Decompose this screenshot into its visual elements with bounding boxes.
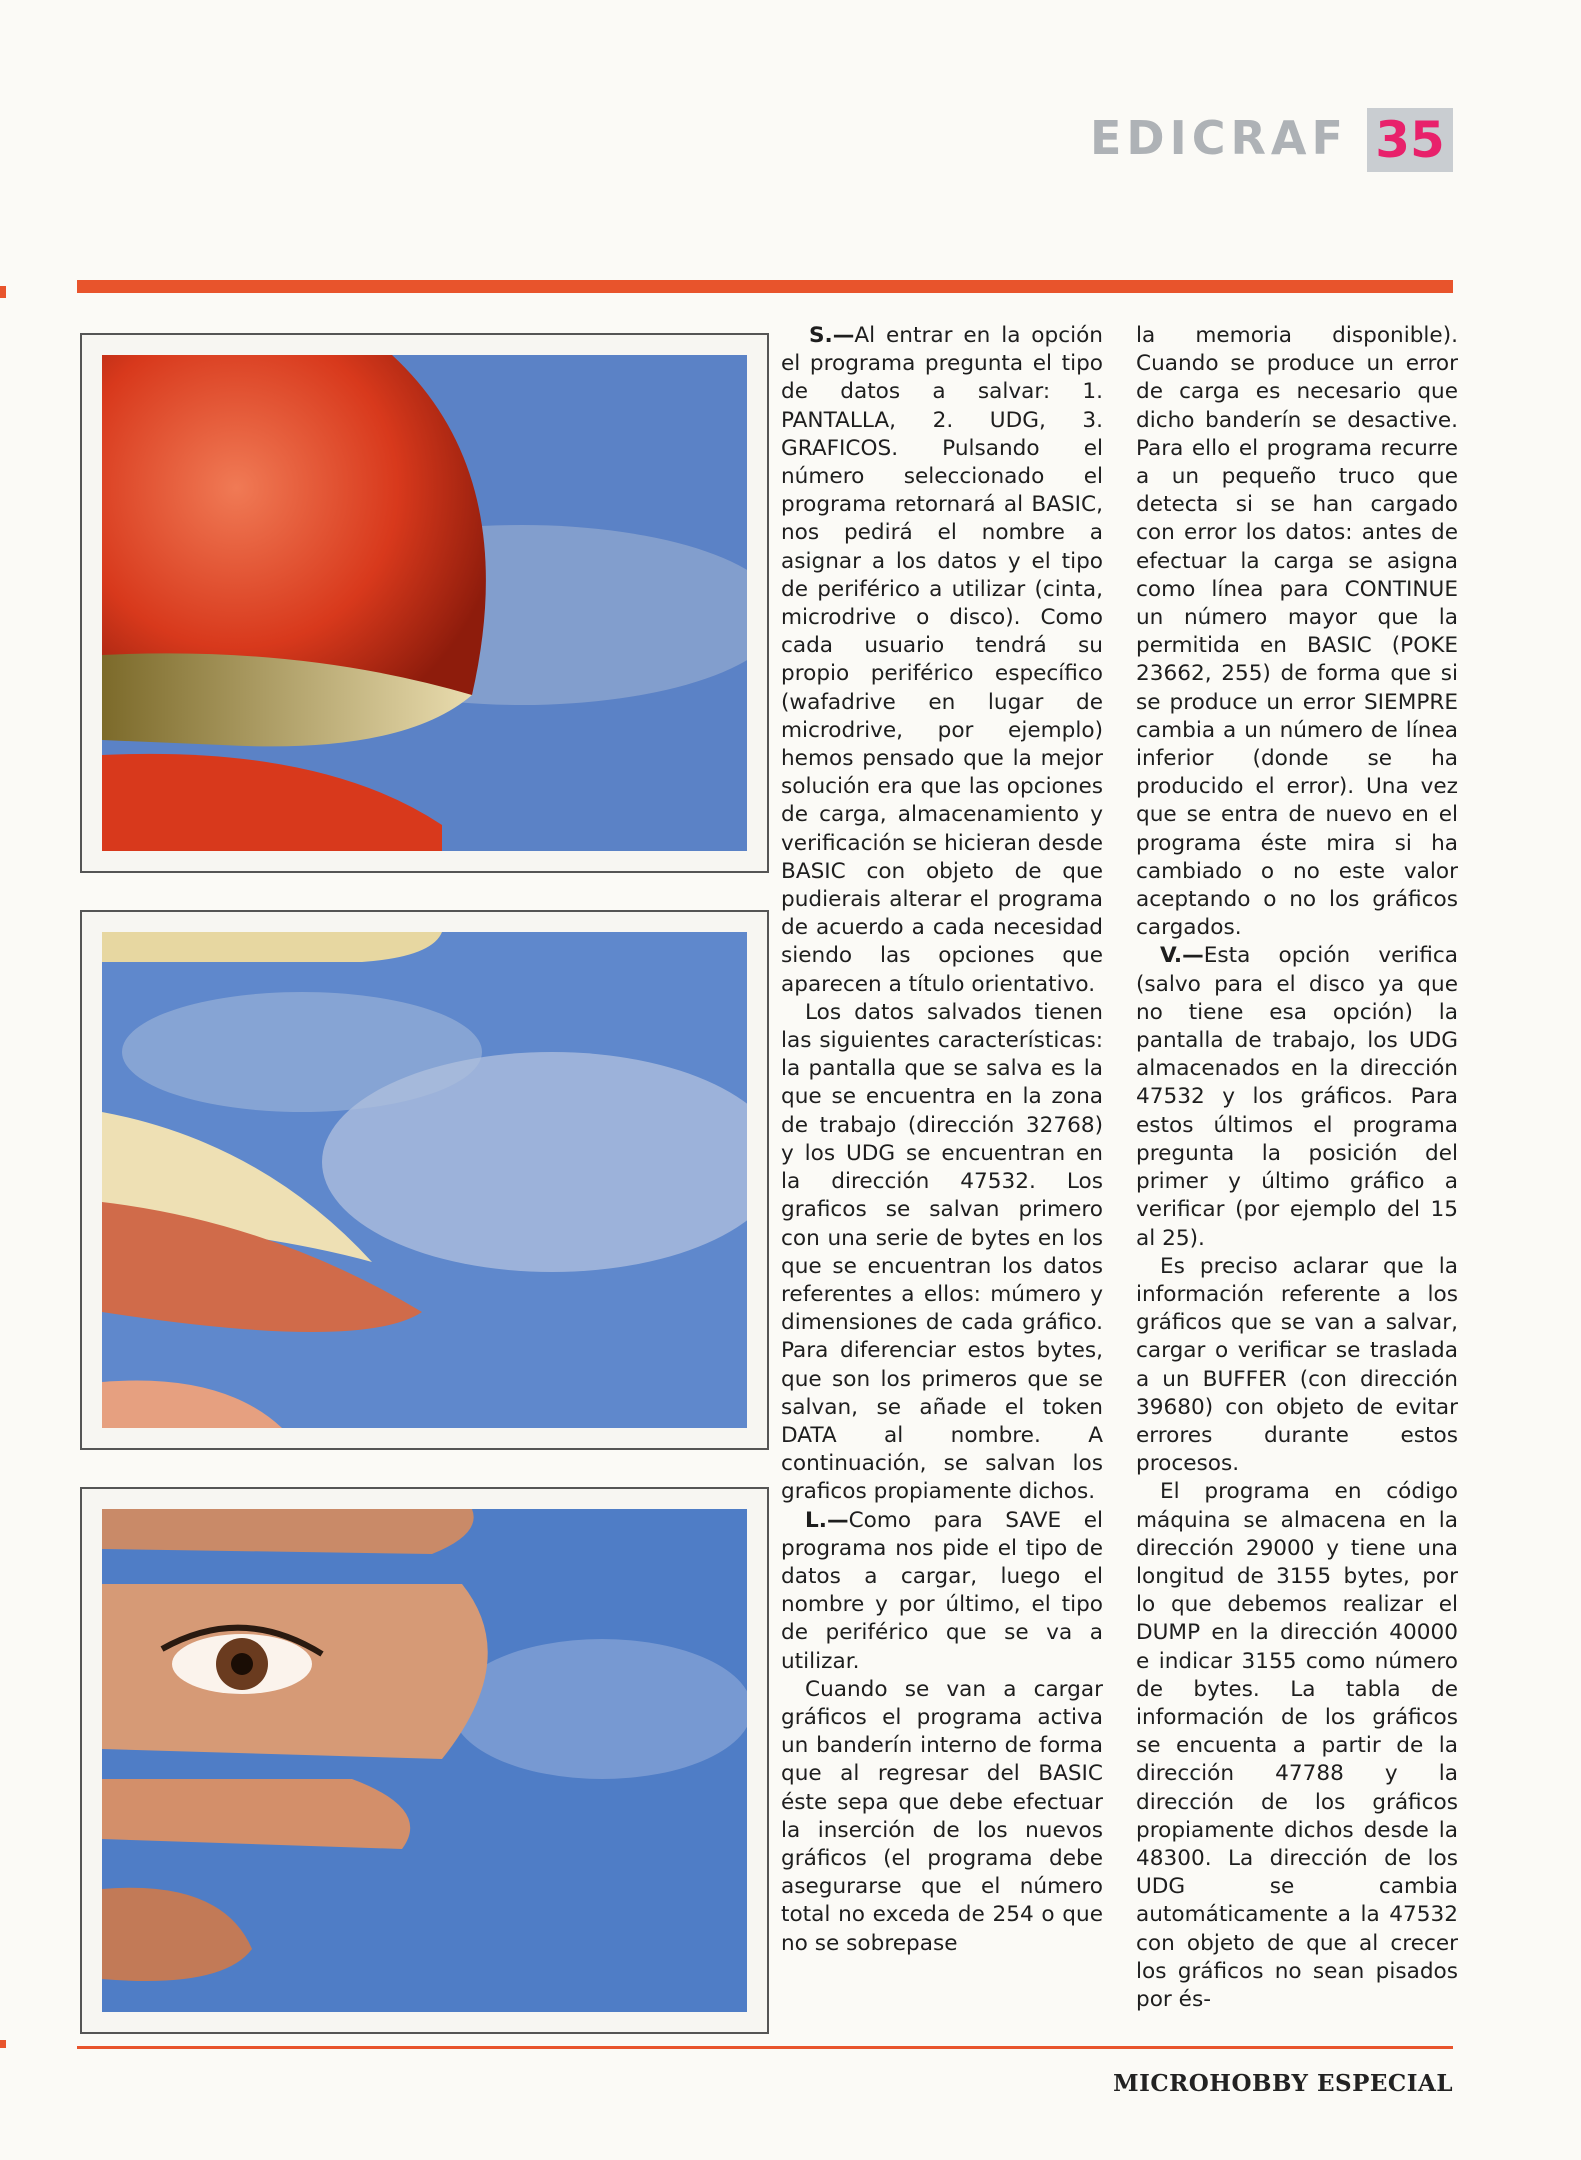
paragraph	[1136, 322, 1458, 942]
text-column-1	[781, 322, 1103, 1958]
bottom-accent-rule	[77, 2046, 1453, 2049]
section-lead: V.—	[1160, 943, 1204, 969]
illustration-frame-1	[80, 333, 769, 873]
edge-mark	[0, 2040, 6, 2048]
paragraph-text: Al entrar en la opción el programa pregunta el tipo de datos a salvar: 1. PANTALLA, 2. UDG, 3. GRAFICOS. Pulsando el número seleccionado el programa retornará al BASIC, nos pedirá el nombre a asignar a los datos y el tipo de periférico a utilizar (cinta, microdrive o disco). Como cada usuario tendrá su propio periférico específico (wafadrive en lugar de microdrive, por ejemplo) hemos pensado que la mejor solución era que las opciones de carga, almacenamiento y verificación se hicieran desde BASIC con objeto de que pudierais alterar el programa de acuerdo a cada necesidad siendo las opciones que aparecen a título orientativo.	[781, 323, 1103, 997]
paragraph	[1136, 942, 1458, 1252]
paragraph-text: Esta opción verifica (salvo para el disco ya que no tiene esa opción) la pantalla de trabajo, los UDG almacenados en la dirección 47532 y los gráficos. Para estos últimos el programa pregunta la posición del primer y último gráfico a verificar (por ejemplo del 15 al 25).	[1136, 943, 1458, 1251]
section-lead: S.—	[809, 323, 855, 348]
illustration-frame-2	[80, 910, 769, 1450]
sliced-shapes-clouds-illustration-icon	[102, 932, 747, 1428]
red-sphere-sliced-illustration-icon	[102, 355, 747, 851]
paragraph-text: la memoria disponible). Cuando se produce un error de carga es necesario que dicho banderín se desactive. Para ello el programa recurre a un pequeño truco que detecta si se han cargado con error los datos: antes de efectuar la carga se asigna como línea para CONTINUE un número mayor que la permitida en BASIC (POKE 23662, 255) de forma que si se produce un error SIEMPRE cambia a un número de línea inferior (donde se ha producido el error). Una vez que se entra de nuevo en el programa éste mira si ha cambiado o no este valor aceptando o no los gráficos cargados.	[1136, 323, 1458, 941]
paragraph-text: El programa en código máquina se almacena en la dirección 29000 y tiene una longitud de 3155 bytes, por lo que debemos realizar el DUMP en la dirección 40000 e indicar 3155 como número de bytes. La tabla de información de los gráficos se encuenta a partir de la dirección 47788 y la dirección de los gráficos propiamente dichos desde la 48300. La dirección de los UDG se cambia automáticamente a la 47532 con objeto de que al crecer los gráficos no sean pisados por és-	[1136, 1479, 1458, 2012]
paragraph	[781, 1507, 1103, 1676]
illustration-frame-3	[80, 1487, 769, 2034]
publication-footer: MICROHOBBY ESPECIAL	[1113, 2070, 1453, 2097]
paragraph	[1136, 1478, 1458, 2014]
text-column-2	[1136, 322, 1458, 2014]
paragraph	[781, 1676, 1103, 1958]
paragraph-text: Como para SAVE el programa nos pide el tipo de datos a cargar, luego el nombre y por último, el tipo de periférico que se va a utilizar.	[781, 1507, 1103, 1674]
top-accent-rule	[77, 280, 1453, 293]
paragraph	[1136, 1253, 1458, 1479]
edge-mark	[0, 286, 6, 298]
paragraph	[781, 322, 1103, 999]
paragraph-text: Es preciso aclarar que la información referente a los gráficos que se van a salvar, cargar o verificar se traslada a un BUFFER (con dirección 39680) con objeto de evitar errores durante estos procesos.	[1136, 1253, 1458, 1477]
paragraph	[781, 999, 1103, 1507]
sliced-face-eye-illustration-icon	[102, 1509, 747, 2012]
magazine-brand-logo: EDICRAF	[1090, 111, 1348, 165]
section-lead: L.—	[805, 1507, 849, 1533]
paragraph-text: Los datos salvados tienen las siguientes características: la pantalla que se salva es la que se encuentra en la zona de trabajo (dirección 32768) y los UDG se encuentran en la dirección 47532. Los graficos se salvan primero con una serie de bytes en los que se encuentran los datos referentes a ellos: múmero y dimensiones de cada gráfico. Para diferenciar estos bytes, que son los primeros que se salvan, se añade el token DATA al nombre. A continuación, se salvan los graficos propiamente dichos.	[781, 999, 1103, 1505]
paragraph-text: Cuando se van a cargar gráficos el programa activa un banderín interno de forma que al regresar del BASIC éste sepa que debe efectuar la inserción de los nuevos gráficos (el programa debe asegurarse que el número total no exceda de 254 o que no se sobrepase	[781, 1676, 1103, 1956]
page-number: 35	[1367, 108, 1453, 172]
